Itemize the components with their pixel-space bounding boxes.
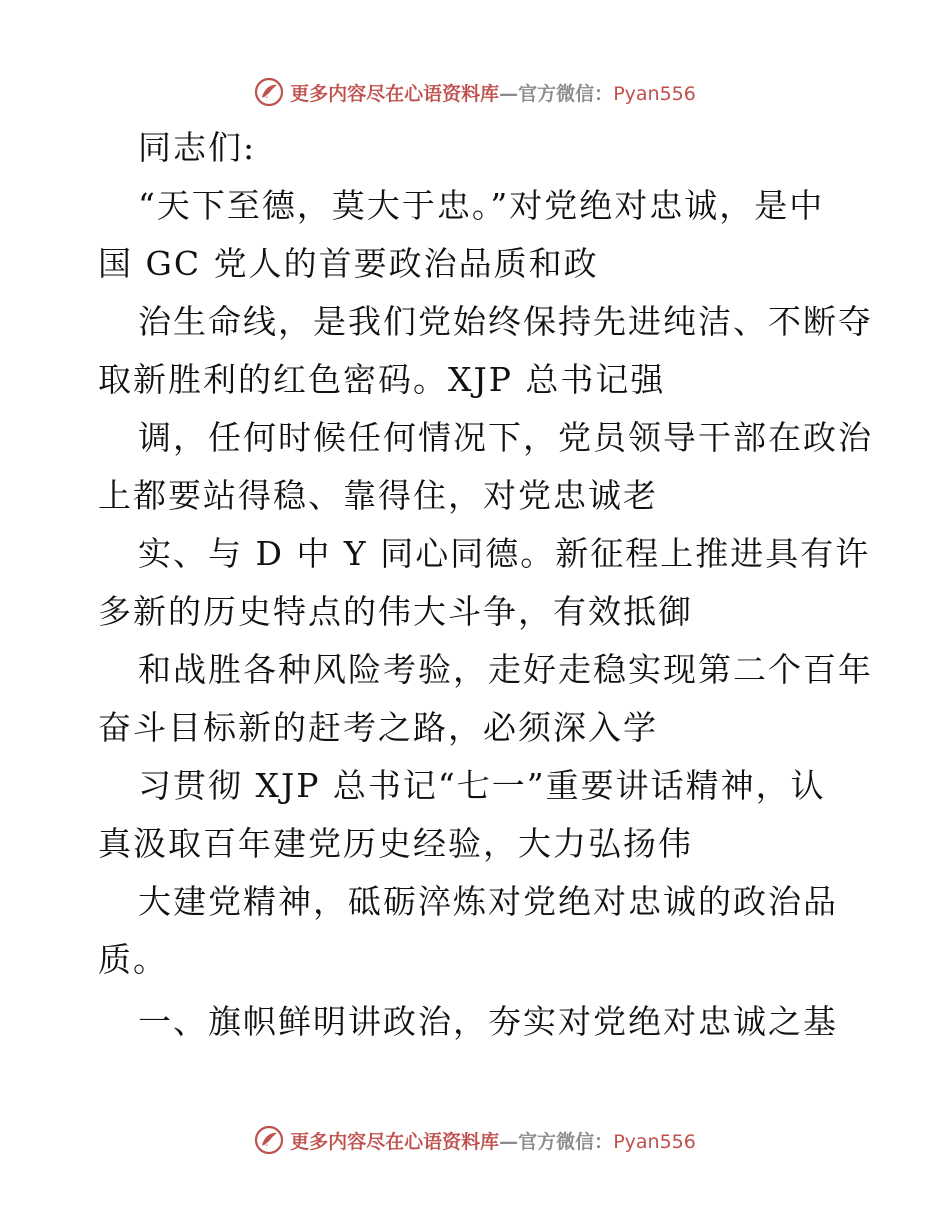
section-heading: 一、旗帜鲜明讲政治，夯实对党绝对忠诚之基 bbox=[138, 1002, 838, 1041]
body-line: 质。 bbox=[98, 940, 168, 979]
body-line: 上都要站得稳、靠得住，对党忠诚老 bbox=[98, 476, 658, 515]
footer-text bbox=[290, 1127, 696, 1154]
body-line: 奋斗目标新的赶考之路，必须深入学 bbox=[98, 708, 658, 747]
footer-banner-content bbox=[254, 1125, 696, 1155]
body-line: 国 GC 党人的首要政治品质和政 bbox=[98, 244, 599, 283]
body-line: 调，任何时候任何情况下，党员领导干部在政治 bbox=[138, 418, 873, 457]
brand-logo-icon bbox=[254, 77, 284, 107]
body-line: 大建党精神，砥砺淬炼对党绝对忠诚的政治品 bbox=[138, 882, 838, 921]
header-banner-content bbox=[254, 77, 696, 107]
header-text-gray: —官方微信： bbox=[499, 82, 614, 105]
body-line: 取新胜利的红色密码。XJP 总书记强 bbox=[98, 360, 666, 399]
footer-wechat-id: Pyan556 bbox=[613, 1130, 696, 1153]
footer-text-red: 更多内容尽在心语资料库 bbox=[290, 1130, 500, 1153]
body-line: 习贯彻 XJP 总书记“七一”重要讲话精神，认 bbox=[138, 766, 826, 805]
footer-text-gray: —官方微信： bbox=[499, 1130, 614, 1153]
header-text-red: 更多内容尽在心语资料库 bbox=[290, 82, 500, 105]
body-line: 同志们: bbox=[138, 128, 257, 167]
body-line: “天下至德，莫大于忠。”对党绝对忠诚，是中 bbox=[138, 186, 825, 225]
body-line: 治生命线，是我们党始终保持先进纯洁、不断夺 bbox=[138, 302, 873, 341]
header-text bbox=[290, 79, 696, 106]
body-line: 实、与 D 中 Y 同心同德。新征程上推进具有许 bbox=[138, 534, 871, 573]
header-banner bbox=[0, 72, 950, 112]
header-wechat-id: Pyan556 bbox=[613, 82, 696, 105]
body-line: 和战胜各种风险考验，走好走稳实现第二个百年 bbox=[138, 650, 873, 689]
body-line: 多新的历史特点的伟大斗争，有效抵御 bbox=[98, 592, 693, 631]
body-line: 真汲取百年建党历史经验，大力弘扬伟 bbox=[98, 824, 693, 863]
footer-banner bbox=[0, 1120, 950, 1160]
brand-logo-icon bbox=[254, 1125, 284, 1155]
